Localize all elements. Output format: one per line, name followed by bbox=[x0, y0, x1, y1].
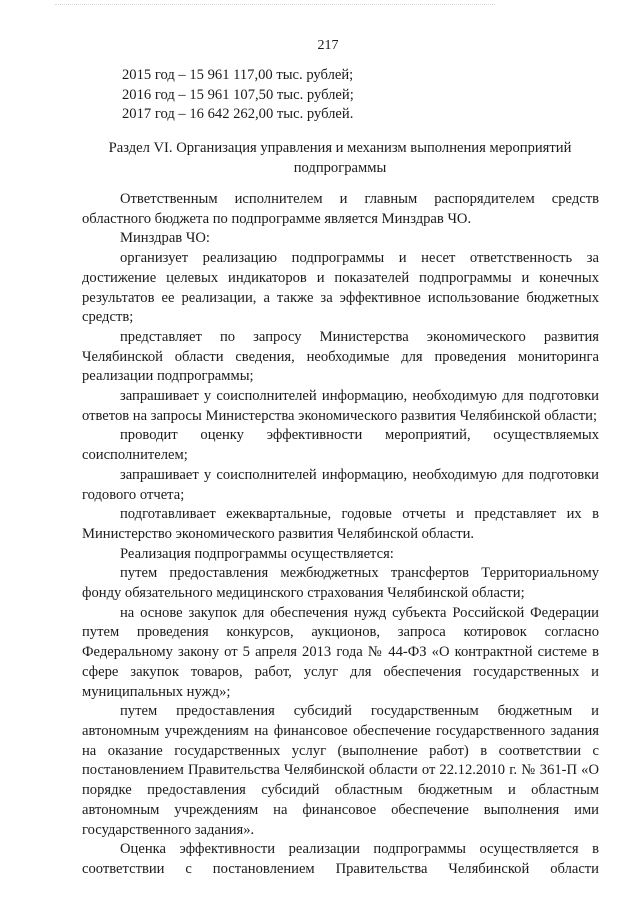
paragraph-subsidies: путем предоставления субсидий государственным бюджетным и автономным учреждениям на финансовое обеспечение государственного задания на оказание государственных услуг (выполнение работ) в соответствии с постановлением Правительства Челябинской области от 22.12.2010 г. № 361-П «О порядке предоставления субсидий областным бюджетным и областным автономным учреждениям на финансовое обеспечение выполнения ими государственного задания». bbox=[82, 703, 599, 838]
paragraph-transfers: путем предоставления межбюджетных трансфертов Территориальному фонду обязательного медицинского страхования Челябинской области; bbox=[82, 565, 599, 602]
paragraph-procurement: на основе закупок для обеспечения нужд субъекта Российской Федерации путем проведения конкурсов, аукционов, запроса котировок согласно Федеральному закону от 5 апреля 2013 года № 44-ФЗ «О контрактной системе в сфере закупок товаров, работ, услуг для обеспечения государственных и муниципальных нужд»; bbox=[82, 604, 599, 700]
section-title: Раздел VI. Организация управления и механизм выполнения мероприятий подпрограммы bbox=[108, 140, 572, 176]
budget-line-2015: 2015 год – 15 961 117,00 тыс. рублей; bbox=[122, 67, 354, 83]
paragraph-responsible: Ответственным исполнителем и главным распорядителем средств областного бюджета по подпрограмме является Минздрав ЧО. bbox=[82, 191, 599, 227]
paragraph-submits: представляет по запросу Министерства экономического развития Челябинской области сведения, необходимые для проведения мониторинга реализации подпрограммы; bbox=[82, 328, 599, 385]
paragraph-requests-info: запрашивает у соисполнителей информацию, необходимую для подготовки ответов на запросы Министерства экономического развития Челябинской области; bbox=[82, 388, 599, 424]
body-text bbox=[82, 190, 599, 880]
budget-list bbox=[122, 66, 522, 125]
paragraph-prepares-reports: подготавливает ежеквартальные, годовые отчеты и представляет их в Министерство экономического развития Челябинской области. bbox=[82, 506, 599, 542]
budget-line-2016: 2016 год – 15 961 107,50 тыс. рублей; bbox=[122, 86, 354, 103]
paragraph-minzdrav: Минздрав ЧО: bbox=[120, 230, 210, 247]
budget-line-2017: 2017 год – 16 642 262,00 тыс. рублей. bbox=[122, 106, 354, 123]
page-number: 217 bbox=[317, 38, 339, 53]
paragraph-organizes: организует реализацию подпрограммы и несет ответственность за достижение целевых индикаторов и показателей подпрограммы и конечных результатов ее реализации, а также за эффективное использование бюджетных средств; bbox=[82, 250, 599, 326]
paragraph-requests-annual: запрашивает у соисполнителей информацию, необходимую для подготовки годового отчета; bbox=[82, 466, 599, 503]
paragraph-implementation: Реализация подпрограммы осуществляется: bbox=[120, 545, 394, 562]
scan-artifact-header bbox=[55, 4, 495, 9]
paragraph-evaluates: проводит оценку эффективности мероприятий, осуществляемых соисполнителем; bbox=[82, 427, 599, 464]
paragraph-evaluation: Оценка эффективности реализации подпрограммы осуществляется в соответствии с постановлением Правительства Челябинской области bbox=[82, 841, 599, 877]
